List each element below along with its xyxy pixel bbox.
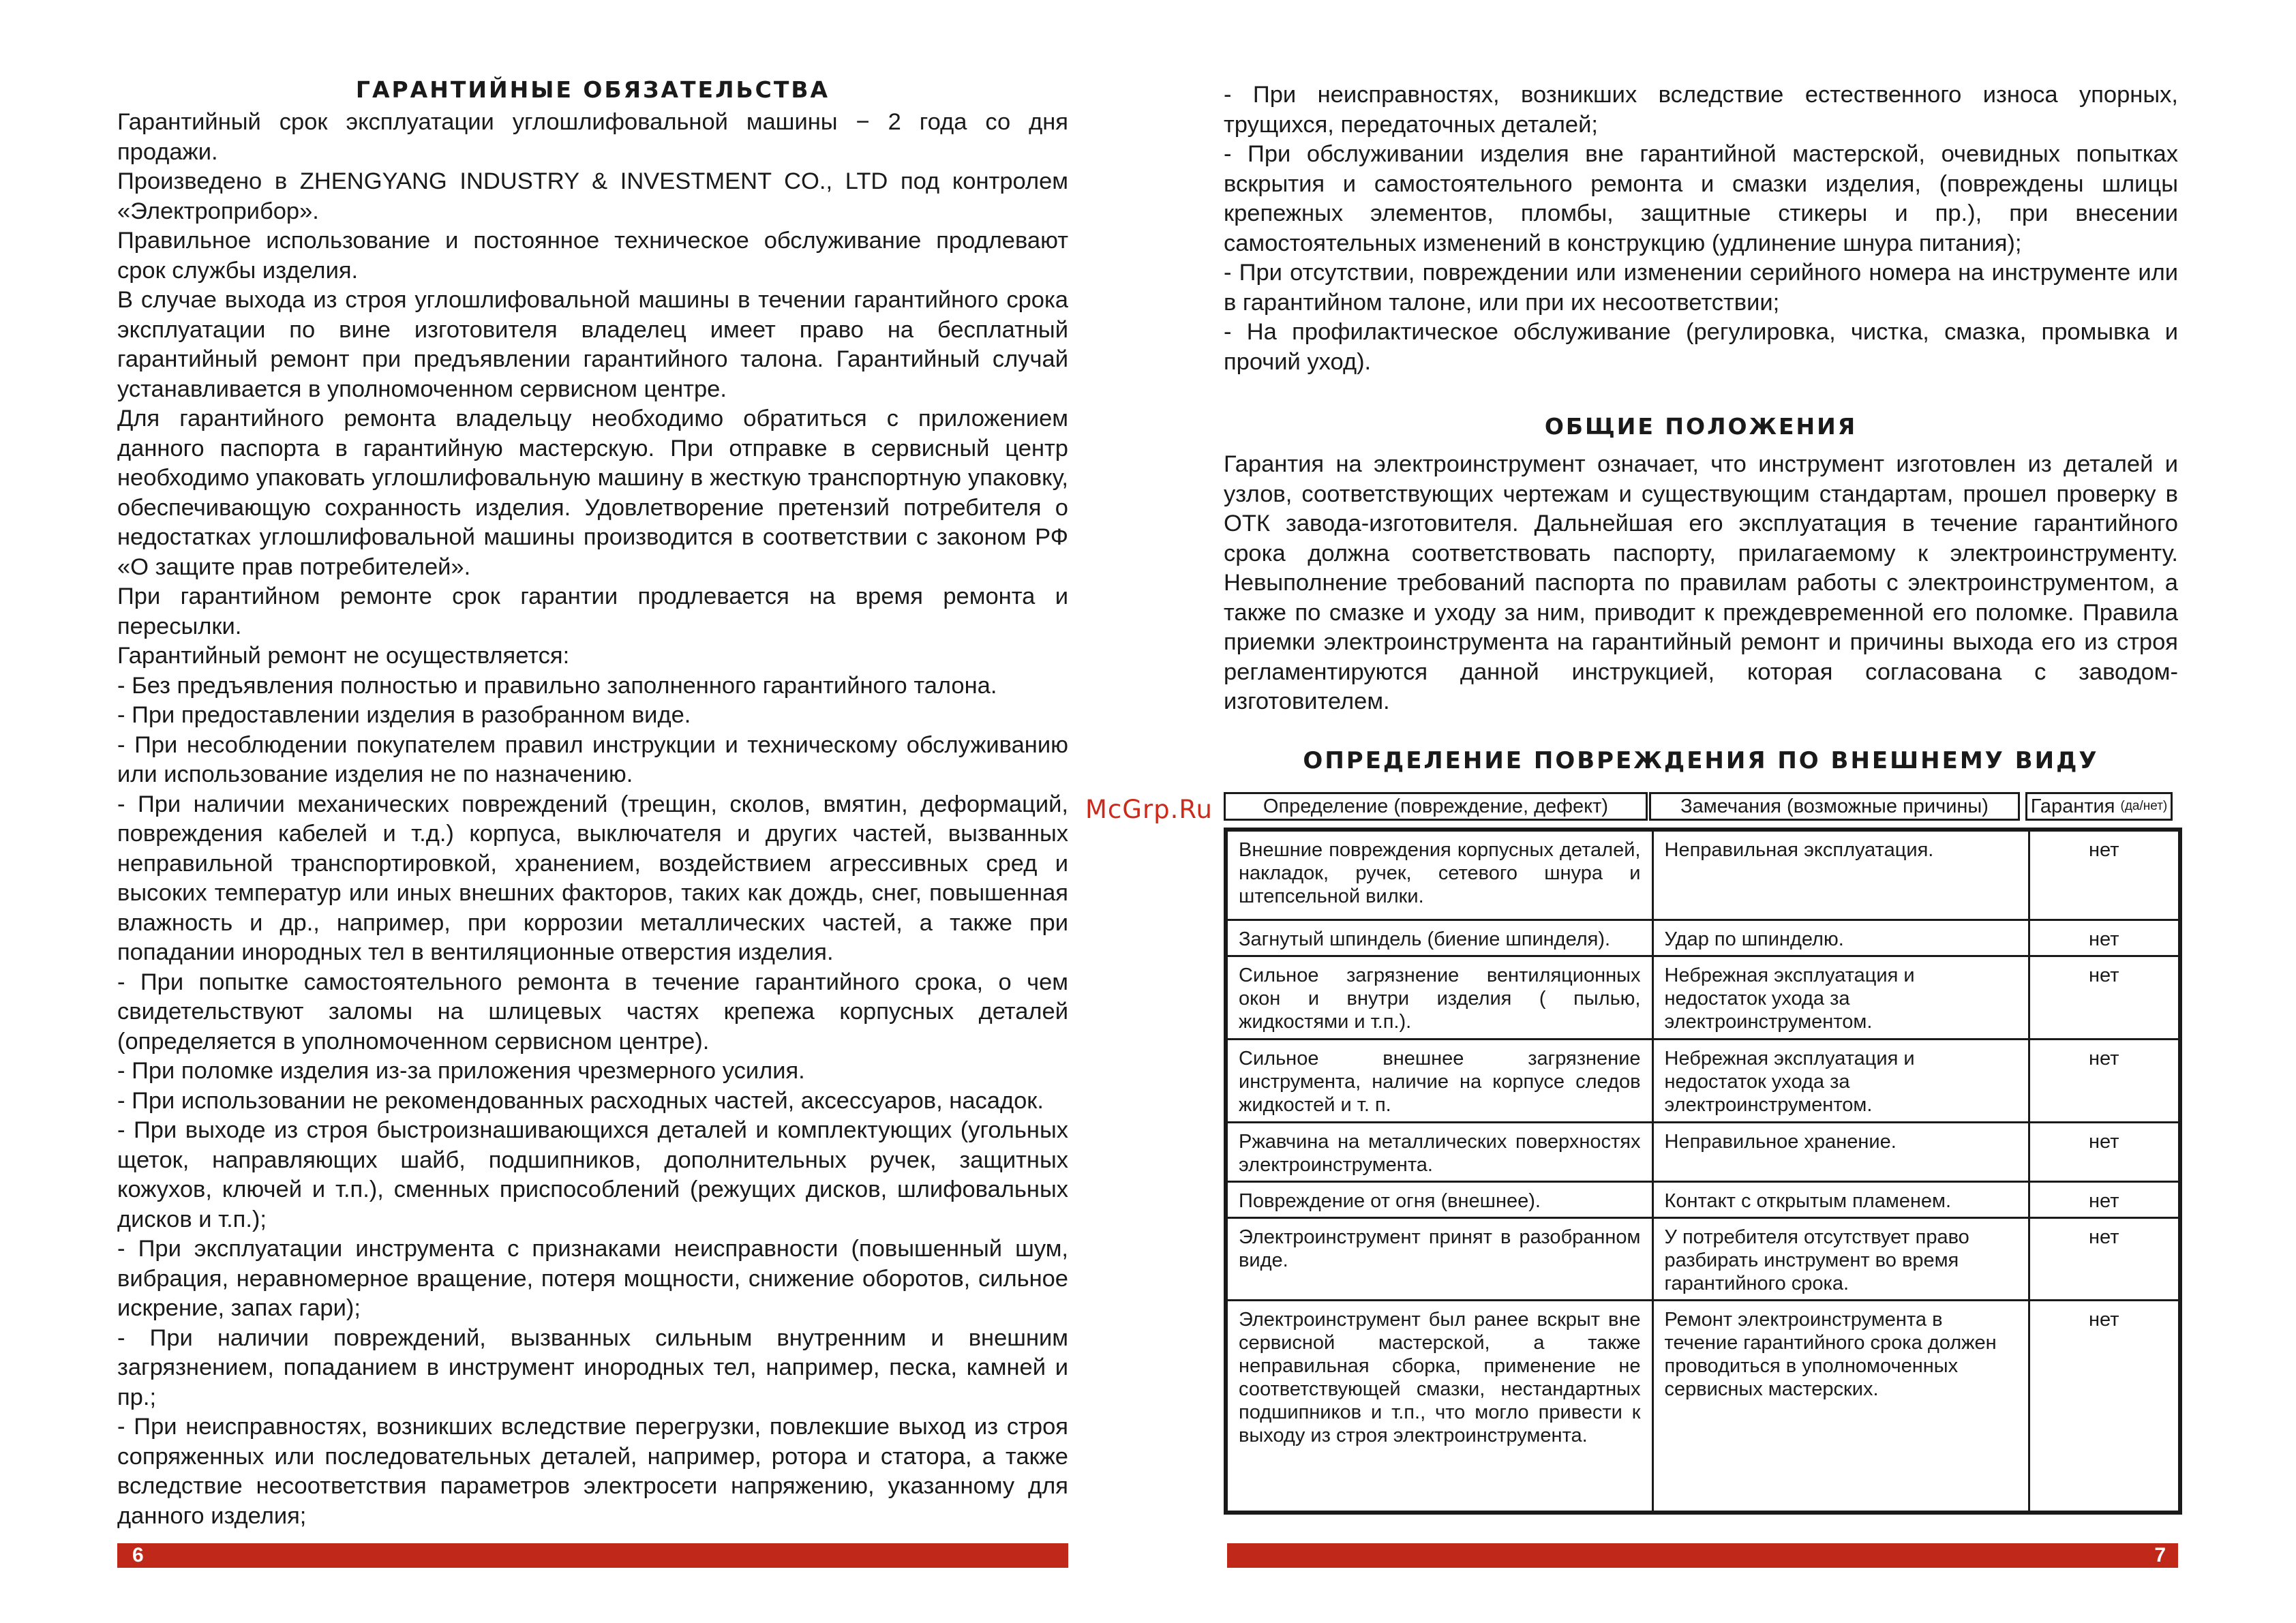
exclusion-item: - При неисправностях, возникших вследствие перегрузки, повлекшие выход из строя сопряженных или последовательных деталей, например, ротора и статора, а также вследствие несоответствия параметров электросети напряжению, указанному для данного изделия; xyxy=(117,1414,1068,1529)
cell-definition: Электроинструмент принят в разобранном виде. xyxy=(1226,1217,1652,1300)
table-row xyxy=(1226,1300,2180,1513)
cell-definition: Повреждение от огня (внешнее). xyxy=(1226,1181,1652,1217)
general-provisions-text: Гарантия на электроинструмент означает, что инструмент изготовлен из деталей и узлов, соответствующих чертежам и существующим стандартам, прошел проверку в ОТК завода-изготовителя. Дальнейшая его эксплуатация в течение гарантийного срока должна соответствовать паспорту, прилагаемому к электроинструменту. Невыполнение требований паспорта по правилам работы с электроинструментом, а также по смазке и уходу за ним, приводит к преждевременной его поломке. Правила приемки электроинструмента на гарантийный ремонт и причины выхода его из строя регламентируются данной инструкцией, которая согласована с заводом-изготовителем. xyxy=(1224,451,2178,714)
table-row xyxy=(1226,956,2180,1039)
warranty-paragraph: Гарантийный ремонт не осуществляется: xyxy=(117,643,570,669)
warranty-paragraph: Правильное использование и постоянное техническое обслуживание продлевают срок службы изделия. xyxy=(117,228,1068,284)
exclusion-item: - При попытке самостоятельного ремонта в течение гарантийного срока, о чем свидетельствуют заломы на шлицевых частях крепежа корпусных деталей (определяется в уполномоченном сервисном центре). xyxy=(117,969,1068,1055)
exclusion-item: - При наличии повреждений, вызванных сильным внутренним и внешним загрязнением, попаданием в инструмент инородных тел, например, песка, камней и пр.; xyxy=(117,1324,1068,1410)
table-row xyxy=(1226,830,2180,920)
cell-remarks: Неправильное хранение. xyxy=(1652,1122,2029,1181)
cell-remarks: Контакт с открытым пламенем. xyxy=(1652,1181,2029,1217)
warranty-paragraph: В случае выхода из строя углошлифовальной машины в течении гарантийного срока эксплуатации по вине изготовителя владелец имеет право на бесплатный гарантийный ремонт при предъявлении гарантийного талона. Гарантийный случай устанавливается в уполномоченном сервисном центре. xyxy=(117,287,1068,402)
cell-definition: Сильное внешнее загрязнение инструмента, наличие на корпусе следов жидкостей и т. п. xyxy=(1226,1039,1652,1122)
cell-remarks: Неправильная эксплуатация. xyxy=(1652,830,2029,920)
header-definition-label: Определение (повреждение, дефект) xyxy=(1263,795,1609,817)
exclusion-item: - Без предъявления полностью и правильно заполненного гарантийного талона. xyxy=(117,672,997,699)
exclusion-item: - При неисправностях, возникших вследствие естественного износа упорных, трущихся, передаточных деталей; xyxy=(1224,82,2178,138)
table-row xyxy=(1226,920,2180,956)
cell-remarks: Ремонт электроинструмента в течение гарантийного срока должен проводиться в уполномоченных сервисных мастерских. xyxy=(1652,1300,2029,1513)
cell-definition: Ржавчина на металлических поверхностях электроинструмента. xyxy=(1226,1122,1652,1181)
cell-warranty: нет xyxy=(2029,1181,2180,1217)
cell-warranty: нет xyxy=(2029,920,2180,956)
cell-remarks: Удар по шпинделю. xyxy=(1652,920,2029,956)
page-number: 6 xyxy=(132,1544,144,1566)
exclusion-item: - При выходе из строя быстроизнашивающихся деталей и комплектующих (угольных щеток, направляющих шайб, подшипников, дополнительных ручек, защитных кожухов, ключей и т.п.), сменных приспособлений (режущих дисков, шлифовальных дисков и т.п.); xyxy=(117,1117,1068,1232)
header-remarks-label: Замечания (возможные причины) xyxy=(1680,795,1989,817)
exclusion-item: - При использовании не рекомендованных расходных частей, аксессуаров, насадок. xyxy=(117,1087,1044,1114)
warranty-body xyxy=(117,108,1068,1531)
exclusion-item: - На профилактическое обслуживание (регулировка, чистка, смазка, промывка и прочий уход). xyxy=(1224,319,2178,375)
warranty-paragraph: Для гарантийного ремонта владельцу необходимо обратиться с приложением данного паспорта в гарантийную мастерскую. При отправке в сервисный центр необходимо упаковать углошлифовальную машину в жесткую транспортную упаковку, обеспечивающую сохранность изделия. Удовлетворение претензий потребителя о недостатках углошлифовальной машины производится в соответствии с законом РФ «О защите прав потребителей». xyxy=(117,406,1068,580)
cell-remarks: Небрежная эксплуатация и недостаток ухода за электроинструментом. xyxy=(1652,956,2029,1039)
exclusion-item: - При несоблюдении покупателем правил инструкции и техническому обслуживанию или использование изделия не по назначению. xyxy=(117,731,1068,787)
exclusion-item: - При поломке изделия из-за приложения чрезмерного усилия. xyxy=(117,1058,805,1084)
warranty-paragraph: Гарантийный срок эксплуатации углошлифовальной машины − 2 года со дня продажи. xyxy=(117,109,1068,165)
cell-warranty: нет xyxy=(2029,830,2180,920)
footer-bar-right xyxy=(1227,1543,2178,1568)
damage-table xyxy=(1224,828,2182,1515)
cell-warranty: нет xyxy=(2029,1217,2180,1300)
header-warranty-label: Гарантия xyxy=(2030,795,2115,817)
cell-definition: Внешние повреждения корпусных деталей, накладок, ручек, сетевого шнура и штепсельной вилки. xyxy=(1226,830,1652,920)
cell-warranty: нет xyxy=(2029,956,2180,1039)
cell-warranty: нет xyxy=(2029,1300,2180,1513)
header-warranty-note: (да/нет) xyxy=(2120,799,2168,813)
table-row xyxy=(1226,1039,2180,1122)
exclusion-item: - При отсутствии, повреждении или изменении серийного номера на инструменте или в гарантийном талоне, или при их несоответствии; xyxy=(1224,260,2178,316)
table-row xyxy=(1226,1181,2180,1217)
table-row xyxy=(1226,1122,2180,1181)
exclusions-continued xyxy=(1224,80,2178,377)
warranty-paragraph: При гарантийном ремонте срок гарантии продлевается на время ремонта и пересылки. xyxy=(117,583,1068,639)
damage-table-title: ОПРЕДЕЛЕНИЕ ПОВРЕЖДЕНИЯ ПО ВНЕШНЕМУ ВИДУ xyxy=(1303,747,2099,774)
header-remarks xyxy=(1649,792,2020,821)
exclusion-item: - При обслуживании изделия вне гарантийной мастерской, очевидных попытках вскрытия и самостоятельного ремонта и смазки изделия, (повреждены шлицы крепежных элементов, пломбы, защитные стикеры и пр.), при внесении самостоятельных изменений в конструкцию (удлинение шнура питания); xyxy=(1224,141,2178,256)
warranty-title: ГАРАНТИЙНЫЕ ОБЯЗАТЕЛЬСТВА xyxy=(355,76,830,103)
cell-warranty: нет xyxy=(2029,1122,2180,1181)
left-page xyxy=(117,0,1068,1623)
cell-definition: Сильное загрязнение вентиляционных окон и внутри изделия ( пылью, жидкостями и т.п.). xyxy=(1226,956,1652,1039)
exclusion-item: - При эксплуатации инструмента с признаками неисправности (повышенный шум, вибрация, неравномерное вращение, потеря мощности, снижение оборотов, сильное искрение, запах гари); xyxy=(117,1236,1068,1321)
general-provisions-title: ОБЩИЕ ПОЛОЖЕНИЯ xyxy=(1544,413,1858,440)
cell-remarks: Небрежная эксплуатация и недостаток ухода за электроинструментом. xyxy=(1652,1039,2029,1122)
table-row xyxy=(1226,1217,2180,1300)
exclusion-item: - При наличии механических повреждений (трещин, сколов, вмятин, деформаций, повреждения кабелей и т.д.) корпуса, выключателя и других частей, вызванных неправильной транспортировкой, хранением, воздействием агрессивных сред и высоких температур или иных внешних факторов, таких как дождь, снег, повышенная влажность и др., например, при коррозии металлических частей, а также при попадании инородных тел в вентиляционные отверстия изделия. xyxy=(117,791,1068,965)
header-warranty xyxy=(2025,792,2173,821)
footer-bar-left xyxy=(117,1543,1068,1568)
cell-remarks: У потребителя отсутствует право разбирать инструмент во время гарантийного срока. xyxy=(1652,1217,2029,1300)
watermark-text: McGrp.Ru xyxy=(1085,795,1213,824)
cell-definition: Загнутый шпиндель (биение шпинделя). xyxy=(1226,920,1652,956)
right-page xyxy=(1224,0,2178,1623)
cell-warranty: нет xyxy=(2029,1039,2180,1122)
page-number: 7 xyxy=(2154,1544,2166,1566)
exclusion-item: - При предоставлении изделия в разобранном виде. xyxy=(117,702,691,728)
warranty-paragraph: Произведено в ZHENGYANG INDUSTRY & INVESTMENT CO., LTD под контролем «Электроприбор». xyxy=(117,168,1068,224)
cell-definition: Электроинструмент был ранее вскрыт вне сервисной мастерской, а также неправильная сборка, применение не соответствующей смазки, нестандартных подшипников и т.п., что могло привести к выходу из строя электроинструмента. xyxy=(1226,1300,1652,1513)
header-definition xyxy=(1224,792,1648,821)
